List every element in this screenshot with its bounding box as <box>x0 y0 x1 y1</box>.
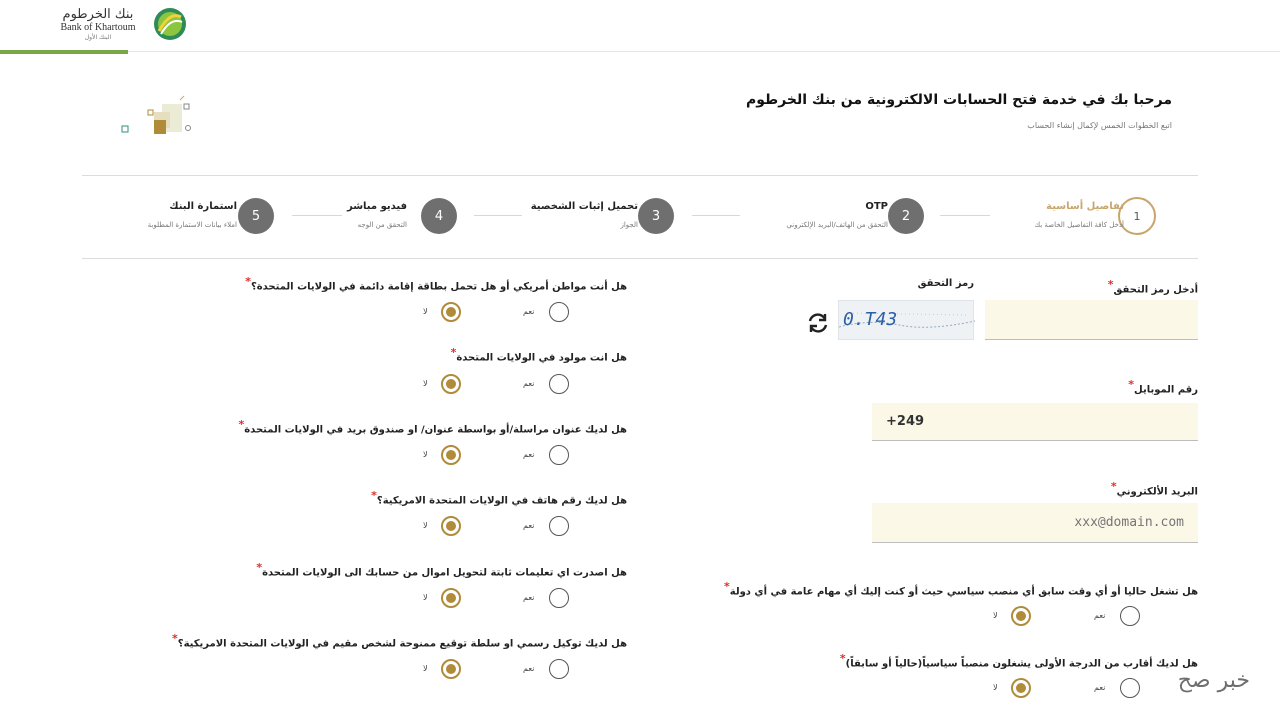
radio-no-label: لا <box>423 593 428 602</box>
question-political-relatives: هل لديك أقارب من الدرجة الأولى يشغلون منصباً سياسياً(حالياً أو سابقاً)* <box>839 652 1198 670</box>
radio-no-label: لا <box>423 664 428 673</box>
decorative-boxes-icon <box>118 92 198 142</box>
radio-no-label: لا <box>423 521 428 530</box>
logo-english: Bank of Khartoum <box>60 22 136 33</box>
email-label: البريد الألكتروني* <box>1110 480 1198 498</box>
radio-yes[interactable] <box>549 445 569 465</box>
step-2-title: OTP <box>865 201 888 212</box>
radio-group-us-phone <box>410 516 580 536</box>
step-3-desc: الجواز <box>620 221 638 229</box>
radio-yes-label: نعم <box>523 379 535 388</box>
step-4-circle: 4 <box>421 198 457 234</box>
radio-no[interactable] <box>441 588 461 608</box>
radio-no-label: لا <box>993 683 998 692</box>
radio-yes[interactable] <box>549 302 569 322</box>
radio-yes[interactable] <box>549 374 569 394</box>
step-connector <box>474 215 522 216</box>
page-subtitle: اتبع الخطوات الخمس لإكمال إنشاء الحساب <box>1027 121 1172 130</box>
email-input[interactable] <box>872 503 1198 543</box>
step-2-circle: 2 <box>888 198 924 234</box>
divider-top <box>82 175 1198 176</box>
radio-yes-label: نعم <box>523 521 535 530</box>
question-power-of-attorney: هل لديك توكيل رسمي او سلطة توقيع ممنوحة لشخص مقيم في الولايات المتحدة الامريكية؟* <box>172 632 627 650</box>
radio-no-label: لا <box>423 307 428 316</box>
radio-group-us-citizen <box>410 302 580 322</box>
radio-yes-label: نعم <box>1094 611 1106 620</box>
radio-yes[interactable] <box>1120 678 1140 698</box>
question-standing-instructions: هل اصدرت اي تعليمات ثابتة لتحويل اموال من حسابك الى الولايات المتحدة* <box>256 561 627 579</box>
step-connector <box>292 215 342 216</box>
radio-yes[interactable] <box>549 659 569 679</box>
radio-yes[interactable] <box>1120 606 1140 626</box>
step-connector <box>940 215 990 216</box>
bank-logo-text[interactable] <box>54 8 142 42</box>
radio-no[interactable] <box>441 374 461 394</box>
radio-group-political-relatives <box>980 678 1150 698</box>
logo-arabic: بنك الخرطوم <box>62 7 134 22</box>
step-3-title: تحميل إثبات الشخصية <box>530 201 638 212</box>
radio-group-us-address <box>410 445 580 465</box>
page-title: مرحبا بك في خدمة فتح الحسابات الالكترونية من بنك الخرطوم <box>745 92 1172 108</box>
step-1-title: تفاصيل أساسية <box>1046 201 1124 212</box>
divider-steps <box>82 258 1198 259</box>
step-4-desc: التحقق من الوجه <box>357 221 407 229</box>
captcha-input[interactable] <box>985 300 1198 340</box>
step-2-desc: التحقق من الهاتف/البريد الإلكتروني <box>786 221 888 229</box>
captcha-input-label: أدخل رمز التحقق* <box>1107 278 1198 296</box>
radio-no-label: لا <box>423 450 428 459</box>
top-bar-accent <box>0 50 128 54</box>
radio-group-power-of-attorney <box>410 659 580 679</box>
radio-yes[interactable] <box>549 588 569 608</box>
step-4-title: فيديو مباشر <box>347 201 407 212</box>
radio-no-label: لا <box>993 611 998 620</box>
refresh-captcha-icon[interactable] <box>806 312 830 334</box>
bank-logo-emblem-icon[interactable] <box>151 7 189 41</box>
radio-yes-label: نعم <box>523 450 535 459</box>
radio-yes-label: نعم <box>1094 683 1106 692</box>
radio-yes-label: نعم <box>523 664 535 673</box>
question-political-position: هل تشغل حاليا أو أي وقت سابق أي منصب سياسي حيث أو كنت إليك أي مهام عامة في أي دولة* <box>723 580 1198 598</box>
captcha-image <box>838 300 974 340</box>
captcha-label: رمز التحقق <box>917 278 974 289</box>
question-us-phone: هل لديك رقم هاتف في الولايات المتحدة الامريكية؟* <box>371 489 627 507</box>
radio-no[interactable] <box>1011 606 1031 626</box>
radio-group-political-position <box>980 606 1150 626</box>
question-us-born: هل انت مولود في الولايات المتحدة* <box>450 346 627 364</box>
step-5-desc: املاء بيانات الاستمارة المطلوبة <box>147 221 237 229</box>
radio-no-label: لا <box>423 379 428 388</box>
radio-yes-label: نعم <box>523 307 535 316</box>
radio-yes[interactable] <box>549 516 569 536</box>
radio-no[interactable] <box>1011 678 1031 698</box>
top-bar <box>0 0 1280 52</box>
mobile-label: رقم الموبايل* <box>1128 378 1198 396</box>
question-us-address: هل لديك عنوان مراسلة/أو بواسطة عنوان/ او صندوق بريد في الولايات المتحدة* <box>238 418 627 436</box>
step-1-desc: أدخل كافة التفاصيل الخاصة بك <box>1034 221 1124 229</box>
step-3-circle: 3 <box>638 198 674 234</box>
radio-no[interactable] <box>441 445 461 465</box>
radio-no[interactable] <box>441 516 461 536</box>
radio-yes-label: نعم <box>523 593 535 602</box>
radio-no[interactable] <box>441 302 461 322</box>
mobile-input[interactable] <box>872 403 1198 441</box>
radio-no[interactable] <box>441 659 461 679</box>
step-5-title: استمارة البنك <box>169 201 237 212</box>
question-us-citizen: هل أنت مواطن أمريكي أو هل تحمل بطاقة إقامة دائمة في الولايات المتحدة؟* <box>245 275 627 293</box>
step-1-circle: 1 <box>1118 197 1156 235</box>
watermark: خبر صح <box>1177 668 1250 693</box>
radio-group-standing-instructions <box>410 588 580 608</box>
captcha-text: 0.T43 <box>843 309 898 330</box>
step-5-circle: 5 <box>238 198 274 234</box>
logo-subtext: البنك الأول <box>84 34 112 41</box>
radio-group-us-born <box>410 374 580 394</box>
step-connector <box>692 215 740 216</box>
